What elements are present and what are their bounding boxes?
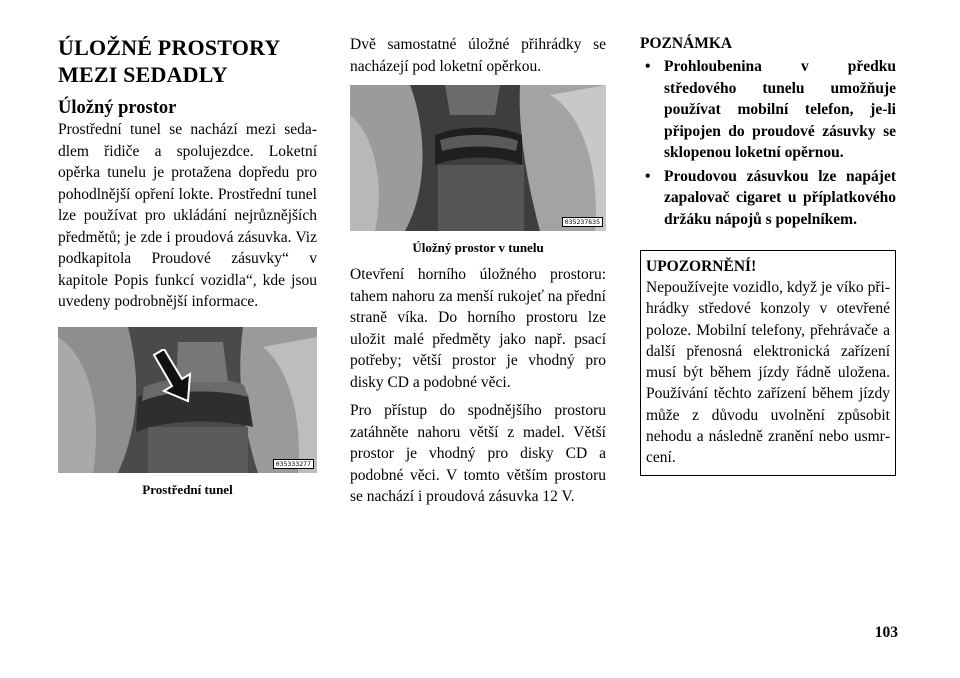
bullet-icon: • xyxy=(645,167,651,185)
figure-code: 035237635 xyxy=(562,217,603,227)
note-item-text: Prohloubenina v předku středového tunelu umožňuje používat mobilní telefon, je-li připojen do proudové zásuvky se sklopenou loketní opěrnou. xyxy=(664,58,896,161)
note-list xyxy=(640,56,896,230)
section-title-line1: ÚLOŽNÉ PROSTORY xyxy=(58,35,281,60)
paragraph-compartments: Dvě samostatné úložné přihrádky se nacházejí pod loketní opěrkou. xyxy=(350,36,606,75)
figure-code: 035333277 xyxy=(273,459,314,469)
note-item xyxy=(640,166,896,231)
warning-text: Nepoužívejte vozidlo, když je víko přihrádky středové konzoly v otevřené poloze. Mobilní telefony, přehrávače a další přenosná elektronická zařízení musí být během jízdy řádně uložena. Používání těchto zařízení během jízdy může z důvodu uvolnění způsobit nehodu a následně zranění nebo usmrcení. xyxy=(646,279,890,467)
note-title: POZNÁMKA xyxy=(640,35,733,52)
page-number: 103 xyxy=(874,624,898,641)
middle-column xyxy=(350,34,606,508)
subsection-title: Úložný prostor xyxy=(58,98,177,118)
section-title-line2: MEZI SEDADLY xyxy=(58,62,228,87)
right-column xyxy=(640,34,896,476)
photo-center-tunnel xyxy=(58,327,317,473)
note-item xyxy=(640,56,896,164)
warning-title: UPOZORNĚNÍ! xyxy=(646,258,757,275)
figure-caption: Úložný prostor v tunelu xyxy=(412,240,544,255)
left-column xyxy=(58,34,317,498)
paragraph-lower-compartment: Pro přístup do spodnějšího prostoru zatáhněte nahoru větší z madel. Větší prostor je vhodný pro disky CD a podobné věci. V tomto větším prostoru se nachází i proudová zásuvka 12 V. xyxy=(350,402,606,505)
figure-caption: Prostřední tunel xyxy=(142,481,233,497)
bullet-icon: • xyxy=(645,58,651,75)
arrow-icon xyxy=(142,349,202,409)
tunnel-storage-illustration xyxy=(350,85,606,231)
warning-box xyxy=(640,250,896,476)
intro-paragraph: Prostřední tunel se nachází mezi sedadlem řidiče a spolujezdce. Loketní opěrka tunelu je protažena dopředu pro pohodlnější opření lokte. Prostřední tunel lze používat pro ukládání nejrůznějších předmětů; je zde i proudová zásuvka. Viz podkapitola Proudové zásuvky“ v kapitole Popis funkcí vozidla“, kde jsou uvedeny podrobnější informace. xyxy=(58,121,317,310)
section-title xyxy=(58,34,317,88)
paragraph-upper-compartment: Otevření horního úložného prostoru: tahem nahoru za menší rukojeť na přední straně víka. Do horního prostoru lze uložit malé předměty jako např. psací potřeby; větší prostor je vhodný pro disky CD a podobné věci. xyxy=(350,266,606,391)
note-item-text: Proudovou zásuvkou lze napájet zapalovač cigaret u příplatkového držáku nápojů s popelníkem. xyxy=(664,167,896,228)
photo-tunnel-storage xyxy=(350,85,606,231)
